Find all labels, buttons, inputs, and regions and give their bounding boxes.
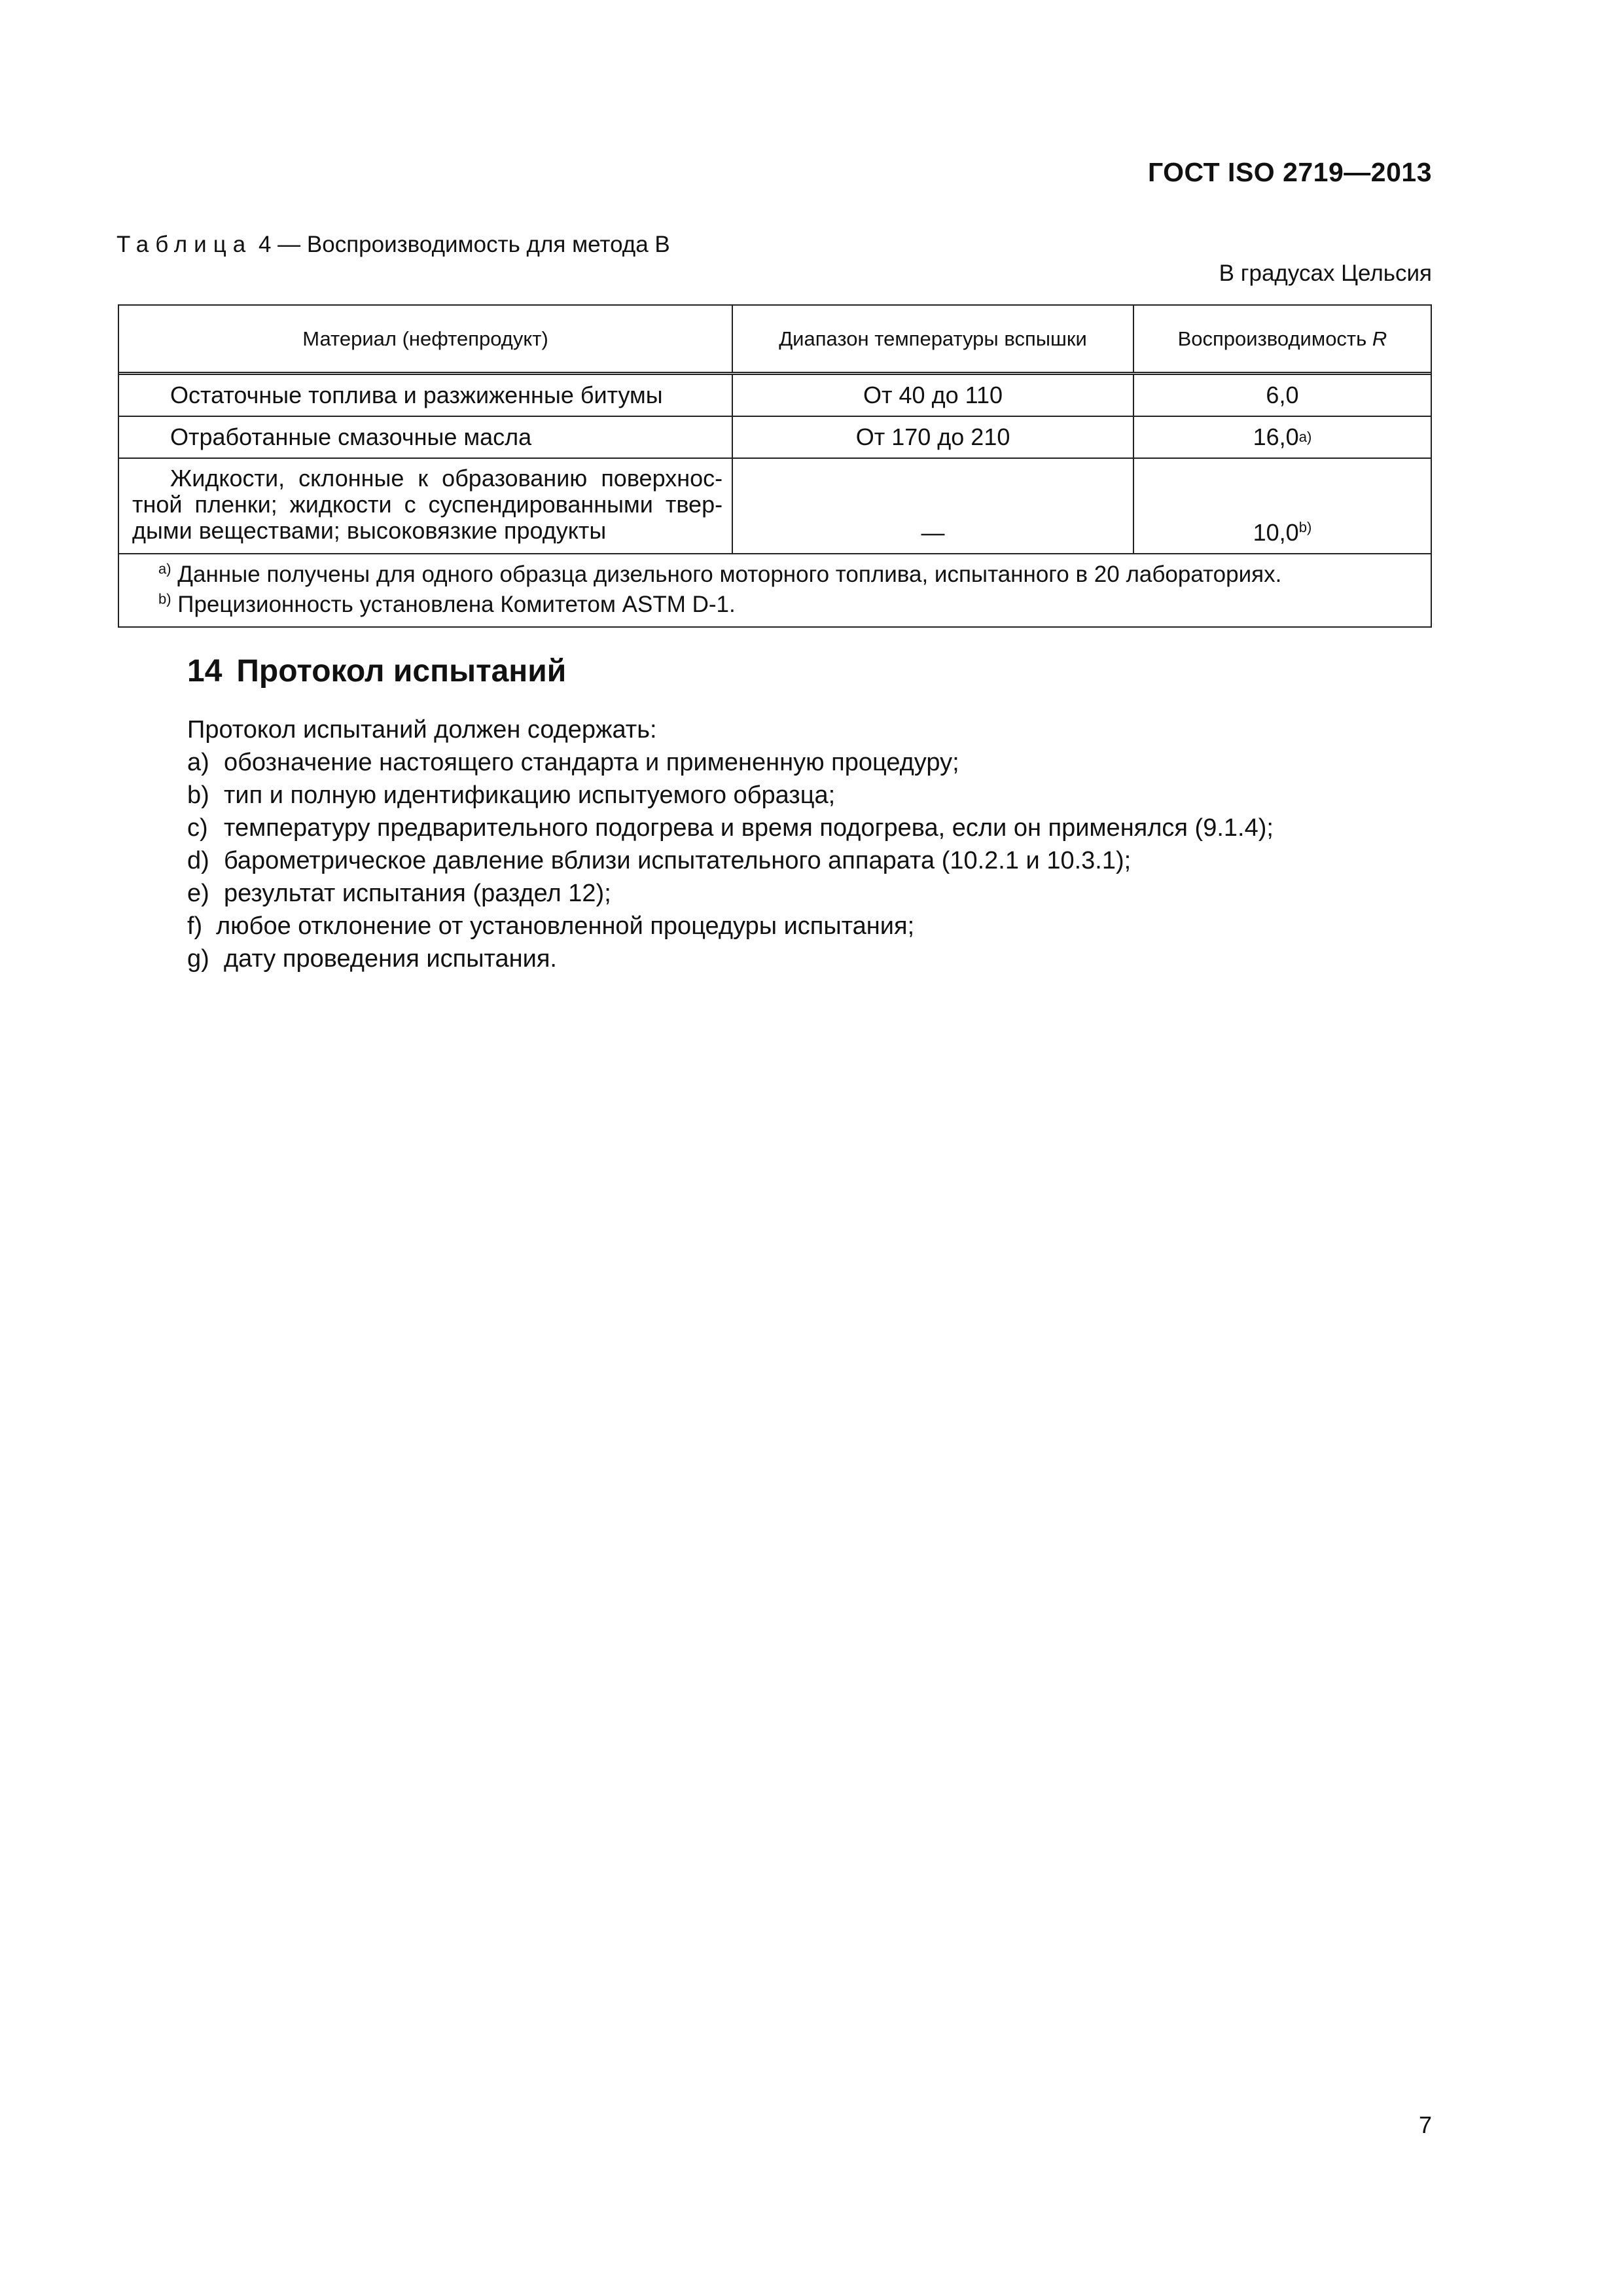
- list-item-text: обозначение настоящего стандарта и примененную процедуру;: [224, 749, 959, 776]
- list-item: [187, 746, 1274, 779]
- value-text: 10,0: [1253, 519, 1299, 546]
- range-cell: От 40 до 110: [733, 375, 1134, 416]
- footnote: [158, 560, 1418, 590]
- list-item: [187, 844, 1274, 877]
- value-cell: 16,0 a): [1253, 423, 1312, 450]
- list-item-text: температуру предварительного подогрева и время подогрева, если он применялся (9.1.4);: [224, 814, 1274, 842]
- list-item-letter: b): [187, 781, 209, 809]
- list-item: [187, 942, 1274, 975]
- column-header-reproducibility-text: Воспроизводимость: [1177, 327, 1367, 350]
- footnote-text: Прецизионность установлена Комитетом ASTM D-1.: [171, 592, 736, 617]
- range-text: —: [921, 519, 945, 546]
- list-item: [187, 812, 1274, 844]
- list-item: [187, 779, 1274, 812]
- section-number: 14: [187, 654, 223, 689]
- table-footnotes: [119, 554, 1431, 626]
- section-heading: [187, 653, 566, 689]
- column-header-range: Диапазон температуры вспышки: [733, 306, 1134, 372]
- reproducibility-table: [118, 304, 1432, 628]
- list-item-text: барометрическое давление вблизи испытательного аппарата (10.2.1 и 10.3.1);: [224, 847, 1132, 874]
- list-item-letter: f): [187, 912, 203, 940]
- list-item-text: дату проведения испытания.: [224, 945, 557, 973]
- table-caption: [116, 232, 670, 258]
- list-item: [187, 910, 1274, 942]
- list-item: [187, 877, 1274, 910]
- list-item-letter: a): [187, 749, 209, 776]
- page-number: 7: [1418, 2111, 1432, 2138]
- list-item-text: результат испытания (раздел 12);: [224, 880, 611, 907]
- list-item-text: тип и полную идентификацию испытуемого образца;: [224, 781, 836, 809]
- value-wrap: [1134, 519, 1431, 547]
- footnote-text: Данные получены для одного образца дизельного моторного топлива, испытанного в 20 лабораториях.: [171, 562, 1282, 587]
- document-code: ГОСТ ISO 2719—2013: [1147, 157, 1432, 187]
- list-item-letter: d): [187, 847, 209, 874]
- material-line: дыми веществами; высоковязкие продукты: [132, 517, 607, 544]
- range-cell: От 170 до 210: [733, 417, 1134, 457]
- footnote-mark: a): [158, 560, 171, 577]
- material-line: тной пленки; жидкости с суспендированными твер-: [132, 491, 723, 518]
- column-header-reproducibility: [1134, 306, 1431, 372]
- footnote: [158, 590, 1418, 620]
- list-item-text: любое отклонение от установленной процедуры испытания;: [216, 912, 915, 940]
- value-cell: [1134, 375, 1431, 416]
- table-caption-text: 4 — Воспроизводимость для метода В: [258, 232, 670, 257]
- section-body: [187, 713, 1274, 975]
- section-title: Протокол испытаний: [236, 654, 567, 689]
- table-caption-word: Таблица: [116, 232, 253, 257]
- material-line: Жидкости, склонные к образованию поверхнос-: [170, 465, 723, 492]
- table-row: [119, 459, 1431, 554]
- table-row: [119, 417, 1431, 459]
- table-unit: В градусах Цельсия: [1219, 260, 1432, 286]
- footnote-ref: b): [1298, 519, 1312, 535]
- list-item-letter: g): [187, 945, 209, 973]
- material-cell: Остаточные топлива и разжиженные битумы: [119, 375, 733, 416]
- material-cell: [119, 459, 733, 553]
- column-header-reproducibility-symbol: R: [1372, 327, 1387, 350]
- value-cell: [1134, 459, 1431, 553]
- material-cell: Отработанные смазочные масла: [119, 417, 733, 457]
- value-text: 16,0: [1253, 423, 1299, 450]
- list-item-letter: e): [187, 880, 209, 907]
- table-header-row: [119, 306, 1431, 375]
- list-item-letter: c): [187, 814, 208, 842]
- column-header-material: Материал (нефтепродукт): [119, 306, 733, 372]
- section-intro: Протокол испытаний должен содержать:: [187, 716, 657, 744]
- value-text: 6,0: [1266, 382, 1299, 408]
- range-cell: [733, 459, 1134, 553]
- table-row: [119, 375, 1431, 417]
- footnote-mark: b): [158, 590, 171, 607]
